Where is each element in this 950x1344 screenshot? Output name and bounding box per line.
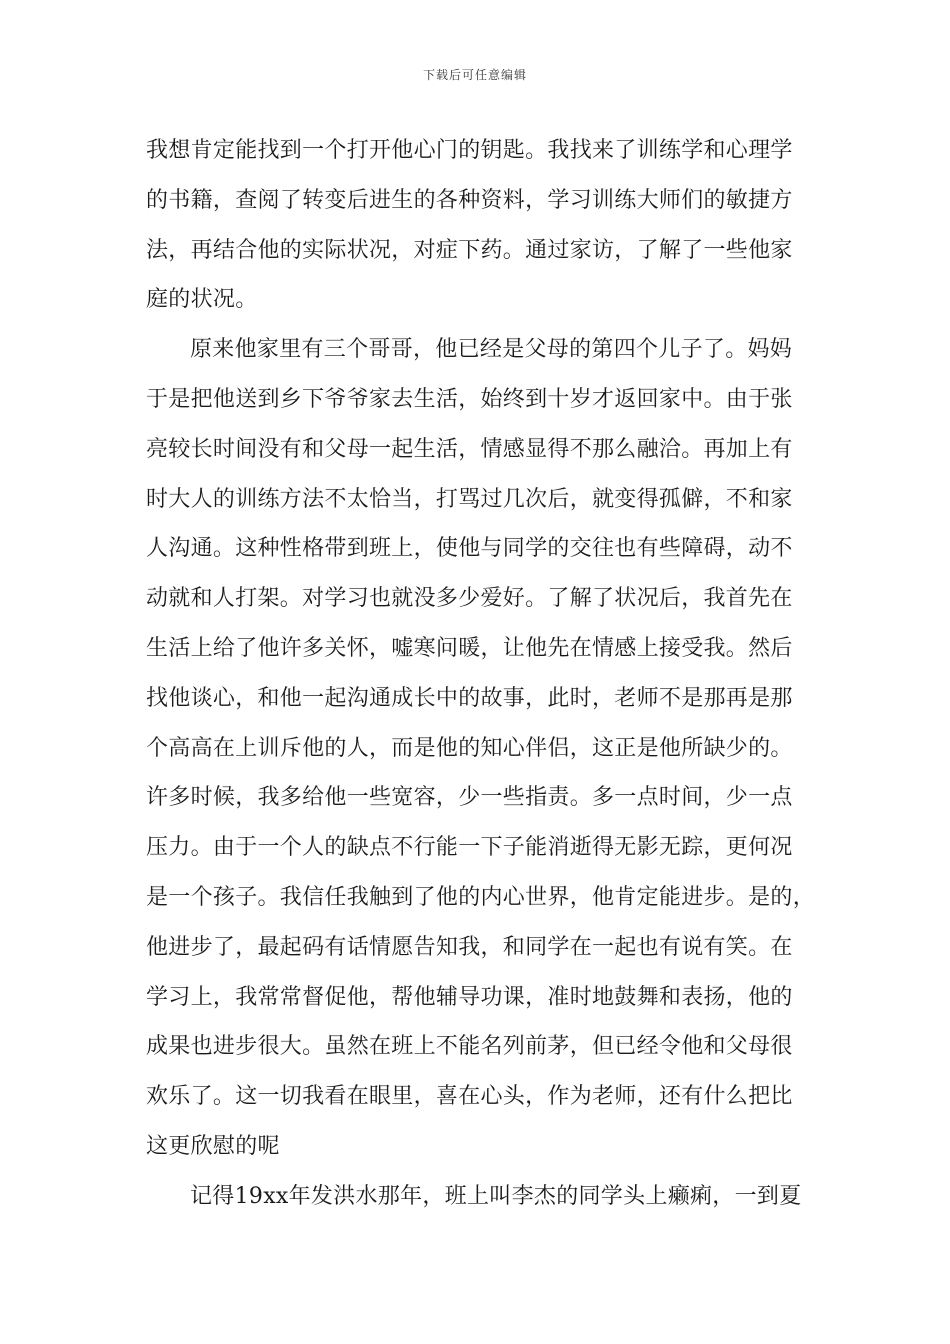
text-line: 压力。由于一个人的缺点不行能一下子能消逝得无影无踪，更何况 bbox=[146, 835, 793, 861]
text-line: 我想肯定能找到一个打开他心门的钥匙。我找来了训练学和心理学 bbox=[146, 138, 793, 163]
text-line: 是一个孩子。我信任我触到了他的内心世界，他肯定能进步。是的， bbox=[146, 884, 816, 910]
text-line: 于是把他送到乡下爷爷家去生活，始终到十岁才返回家中。由于张 bbox=[146, 386, 793, 412]
text-line: 这更欣慰的呢 bbox=[146, 1133, 280, 1159]
document-body bbox=[146, 126, 818, 1222]
page-header: 下载后可任意编辑 bbox=[422, 68, 527, 82]
paragraph-first-line: 记得19xx年发洪水那年，班上叫李杰的同学头上癞痢，一到夏 bbox=[190, 1183, 802, 1209]
text-line: 动就和人打架。对学习也就没多少爱好。了解了状况后，我首先在 bbox=[146, 586, 793, 612]
text-line: 的书籍，查阅了转变后进生的各种资料，学习训练大师们的敏捷方 bbox=[146, 187, 793, 213]
text-line: 找他谈心，和他一起沟通成长中的故事，此时，老师不是那再是那 bbox=[146, 685, 793, 711]
text-line: 时大人的训练方法不太恰当，打骂过几次后，就变得孤僻，不和家 bbox=[146, 486, 793, 512]
text-line: 成果也进步很大。虽然在班上不能名列前茅，但已经令他和父母很 bbox=[146, 1034, 793, 1060]
text-line: 学习上，我常常督促他，帮他辅导功课，准时地鼓舞和表扬，他的 bbox=[146, 984, 793, 1010]
text-line: 个高高在上训斥他的人，而是他的知心伴侣，这正是他所缺少的。 bbox=[146, 735, 793, 761]
text-line: 亮较长时间没有和父母一起生活，情感显得不那么融洽。再加上有 bbox=[146, 436, 793, 462]
text-line: 生活上给了他许多关怀，嘘寒问暖，让他先在情感上接受我。然后 bbox=[146, 635, 793, 661]
text-line: 法，再结合他的实际状况，对症下药。通过家访，了解了一些他家 bbox=[146, 237, 793, 263]
text-line: 庭的状况。 bbox=[146, 287, 258, 313]
text-line: 欢乐了。这一切我看在眼里，喜在心头，作为老师，还有什么把比 bbox=[146, 1084, 793, 1110]
text-line: 许多时候，我多给他一些宽容，少一些指责。多一点时间，少一点 bbox=[146, 785, 793, 811]
text-line: 人沟通。这种性格带到班上，使他与同学的交往也有些障碍，动不 bbox=[146, 536, 793, 562]
text-line: 他进步了，最起码有话情愿告知我，和同学在一起也有说有笑。在 bbox=[146, 934, 793, 960]
paragraph-first-line: 原来他家里有三个哥哥，他已经是父母的第四个儿子了。妈妈 bbox=[190, 337, 793, 363]
